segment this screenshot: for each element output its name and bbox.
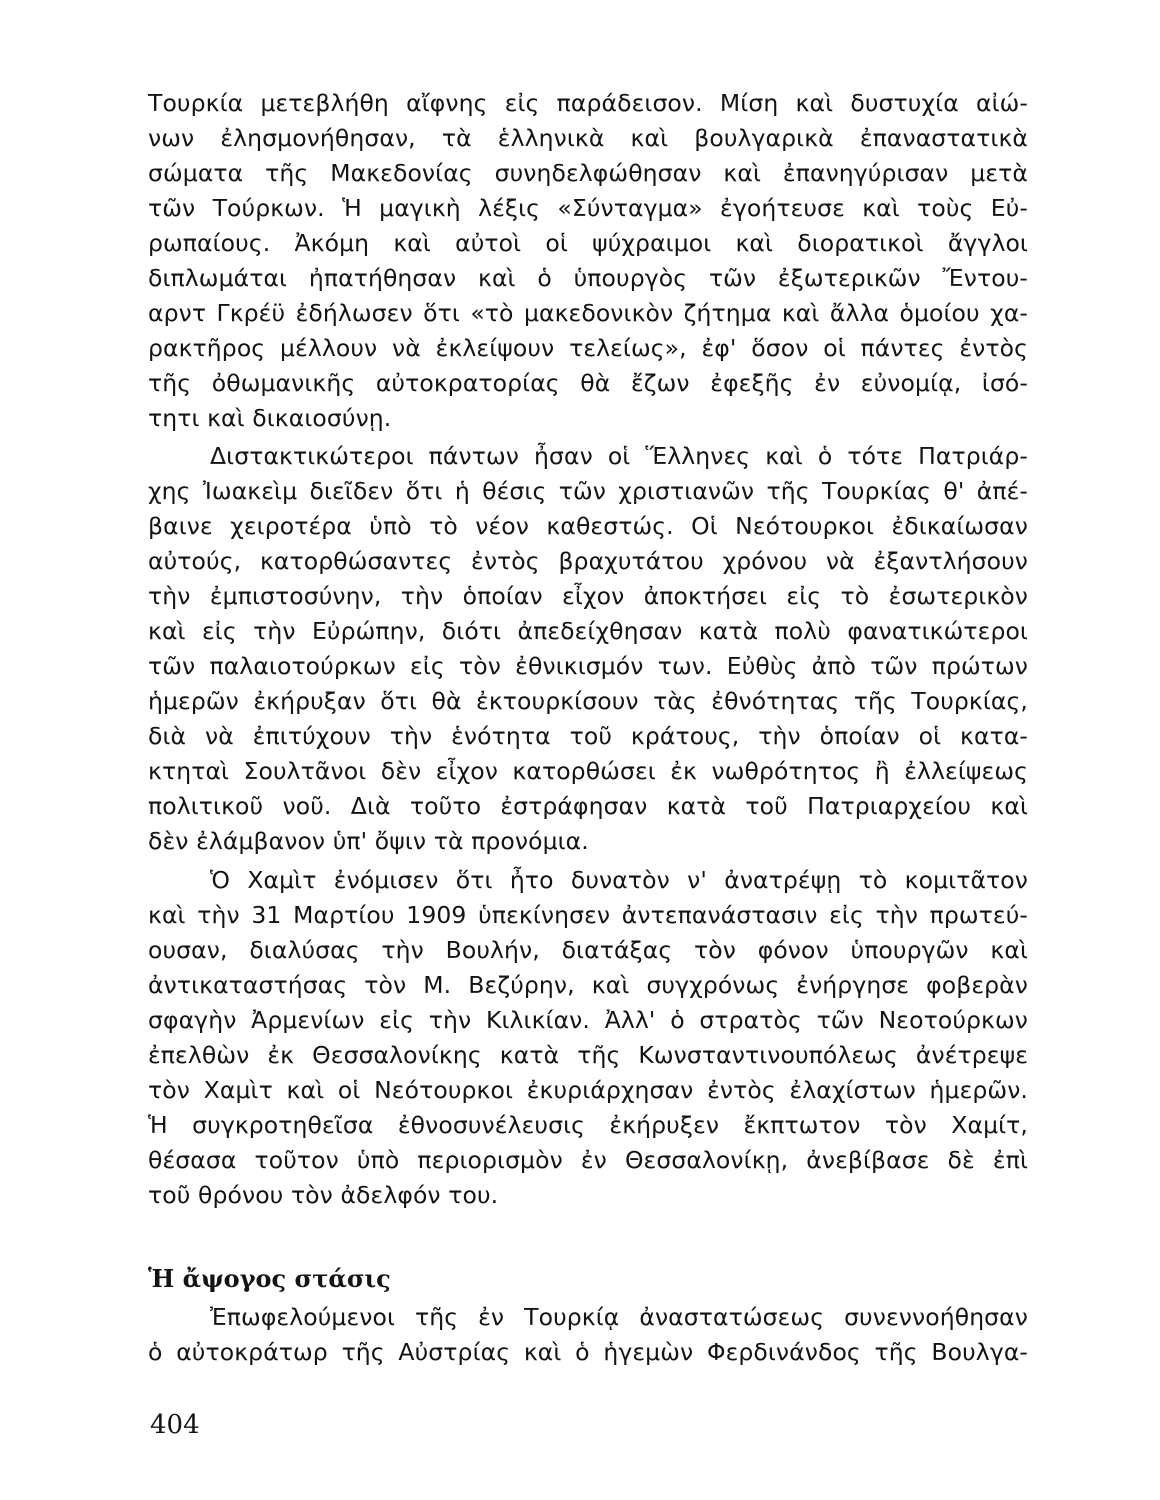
text-line: τῶν παλαιοτούρκων εἰς τὸν ἐθνικισμόν των. Εὐθὺς ἀπὸ τῶν πρώτων	[148, 652, 1028, 680]
page-number: 404	[150, 1410, 200, 1440]
text-line: Ὁ Χαμὶτ ἐνόμισεν ὅτι ἦτο δυνατὸν ν' ἀνατρέψῃ τὸ κομιτᾶτον	[210, 866, 1028, 894]
text-line: νων ἐλησμονήθησαν, τὰ ἑλληνικὰ καὶ βουλγαρικὰ ἐπαναστατικὰ	[148, 124, 1028, 152]
text-line: σφαγὴν Ἀρμενίων εἰς τὴν Κιλικίαν. Ἀλλ' ὁ στρατὸς τῶν Νεοτούρκων	[148, 1006, 1028, 1034]
text-line: αὐτούς, κατορθώσαντες ἐντὸς βραχυτάτου χρόνου νὰ ἐξαντλήσουν	[148, 547, 1028, 575]
text-line: τὴν ἐμπιστοσύνην, τὴν ὁποίαν εἶχον ἀποκτήσει εἰς τὸ ἐσωτερικὸν	[148, 582, 1028, 610]
section-heading: Ἡ ἄψογος στάσις	[148, 1264, 391, 1293]
text-line: θέσασα τοῦτον ὑπὸ περιορισμὸν ἐν Θεσσαλονίκῃ, ἀνεβίβασε δὲ ἐπὶ	[148, 1146, 1028, 1174]
text-line: καὶ εἰς τὴν Εὐρώπην, διότι ἀπεδείχθησαν κατὰ πολὺ φανατικώτεροι	[148, 617, 1028, 645]
text-line: ρωπαίους. Ἀκόμη καὶ αὐτοὶ οἱ ψύχραιμοι καὶ διορατικοὶ ἄγγλοι	[148, 229, 1028, 257]
text-line: ὁ αὐτοκράτωρ τῆς Αὐστρίας καὶ ὁ ἡγεμὼν Φερδινάνδος τῆς Βουλγα-	[148, 1338, 1028, 1366]
text-line: διὰ νὰ ἐπιτύχουν τὴν ἑνότητα τοῦ κράτους, τὴν ὁποίαν οἱ κατα-	[148, 722, 1028, 750]
text-line: τῶν Τούρκων. Ἡ μαγικὴ λέξις «Σύνταγμα» ἐγοήτευσε καὶ τοὺς Εὐ-	[148, 194, 1028, 222]
text-line: ουσαν, διαλύσας τὴν Βουλήν, διατάξας τὸν φόνον ὑπουργῶν καὶ	[148, 936, 1028, 964]
text-line: καὶ τὴν 31 Μαρτίου 1909 ὑπεκίνησεν ἀντεπανάστασιν εἰς τὴν πρωτεύ-	[148, 901, 1028, 929]
text-line: σώματα τῆς Μακεδονίας συνηδελφώθησαν καὶ ἐπανηγύρισαν μετὰ	[148, 159, 1028, 187]
text-line: βαινε χειροτέρα ὑπὸ τὸ νέον καθεστώς. Οἱ Νεότουρκοι ἐδικαίωσαν	[148, 512, 1028, 540]
text-line: δὲν ἐλάμβανον ὑπ' ὄψιν τὰ προνόμια.	[148, 827, 589, 855]
text-line: Διστακτικώτεροι πάντων ἦσαν οἱ Ἕλληνες καὶ ὁ τότε Πατριάρ-	[210, 442, 1028, 470]
text-line: ρακτῆρος μέλλουν νὰ ἐκλείψουν τελείως», ἐφ' ὅσον οἱ πάντες ἐντὸς	[148, 334, 1028, 362]
text-line: Τουρκία μετεβλήθη αἴφνης εἰς παράδεισον. Μίση καὶ δυστυχία αἰώ-	[148, 89, 1028, 117]
text-line: διπλωμάται ἠπατήθησαν καὶ ὁ ὑπουργὸς τῶν ἐξωτερικῶν Ἔντου-	[148, 264, 1028, 292]
text-line: ἀντικαταστήσας τὸν Μ. Βεζύρην, καὶ συγχρόνως ἐνήργησε φοβερὰν	[148, 971, 1028, 999]
text-line: κτηταὶ Σουλτᾶνοι δὲν εἶχον κατορθώσει ἐκ νωθρότητος ἢ ἐλλείψεως	[148, 757, 1028, 785]
text-line: τητι καὶ δικαιοσύνῃ.	[148, 404, 392, 432]
text-line: ἡμερῶν ἐκήρυξαν ὅτι θὰ ἐκτουρκίσουν τὰς ἐθνότητας τῆς Τουρκίας,	[148, 687, 1028, 715]
text-line: τοῦ θρόνου τὸν ἀδελφόν του.	[148, 1181, 499, 1209]
text-line: πολιτικοῦ νοῦ. Διὰ τοῦτο ἐστράφησαν κατὰ τοῦ Πατριαρχείου καὶ	[148, 792, 1028, 820]
text-line: τὸν Χαμὶτ καὶ οἱ Νεότουρκοι ἐκυριάρχησαν ἐντὸς ἐλαχίστων ἡμερῶν.	[148, 1076, 1028, 1104]
text-line: ἐπελθὼν ἐκ Θεσσαλονίκης κατὰ τῆς Κωνσταντινουπόλεως ἀνέτρεψε	[148, 1041, 1028, 1069]
text-line: αρντ Γκρέϋ ἐδήλωσεν ὅτι «τὸ μακεδονικὸν ζήτημα καὶ ἄλλα ὁμοίου χα-	[148, 299, 1028, 327]
text-line: Ἐπωφελούμενοι τῆς ἐν Τουρκίᾳ ἀναστατώσεως συνεννοήθησαν	[210, 1303, 1028, 1331]
text-line: χης Ἰωακεὶμ διεῖδεν ὅτι ἡ θέσις τῶν χριστιανῶν τῆς Τουρκίας θ' ἀπέ-	[148, 477, 1028, 505]
text-line: τῆς ὀθωμανικῆς αὐτοκρατορίας θὰ ἔζων ἐφεξῆς ἐν εὐνομίᾳ, ἰσό-	[148, 369, 1028, 397]
text-line: Ἡ συγκροτηθεῖσα ἐθνοσυνέλευσις ἐκήρυξεν ἔκπτωτον τὸν Χαμίτ,	[148, 1111, 1028, 1139]
